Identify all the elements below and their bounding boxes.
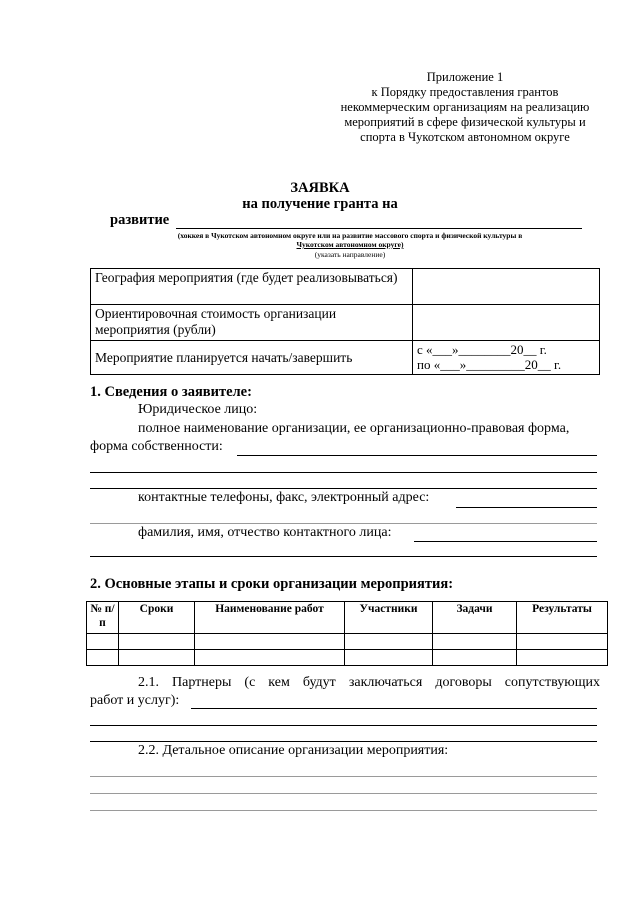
contacts-label: контактные телефоны, факс, электронный адрес: [138, 490, 430, 505]
direction-note-line2: Чукотском автономном округе) [296, 240, 404, 249]
geography-label: География мероприятия (где будет реализовываться) [91, 269, 413, 305]
table-cell[interactable] [517, 650, 608, 666]
geography-value[interactable] [413, 269, 600, 305]
table-cell[interactable] [119, 650, 195, 666]
dates-label: Мероприятие планируется начать/завершить [91, 341, 413, 375]
col-participants: Участники [345, 602, 433, 634]
description-label: 2.2. Детальное описание организации мероприятия: [138, 743, 449, 758]
contacts-input-line-2[interactable] [90, 523, 597, 524]
col-work-name: Наименование работ [195, 602, 345, 634]
description-input-line-2[interactable] [90, 793, 597, 794]
table-cell[interactable] [119, 634, 195, 650]
direction-hint: (указать направление) [314, 250, 386, 259]
appendix-line: спорта в Чукотском автономном округе [360, 130, 570, 144]
full-name-label: полное наименование организации, ее организационно-правовая форма, [138, 421, 570, 436]
cost-value[interactable] [413, 305, 600, 341]
table-header-row [87, 602, 608, 634]
appendix-line: к Порядку предоставления грантов [371, 85, 559, 99]
col-results: Результаты [517, 602, 608, 634]
development-label: развитие [110, 212, 170, 228]
table-cell[interactable] [87, 650, 119, 666]
table-row [87, 650, 608, 666]
legal-entity-label: Юридическое лицо: [138, 402, 258, 417]
col-terms: Сроки [119, 602, 195, 634]
partners-input-line-3[interactable] [90, 741, 597, 742]
table-row [91, 269, 600, 305]
table-row [91, 341, 600, 375]
col-tasks: Задачи [433, 602, 517, 634]
contact-person-input-line[interactable] [414, 541, 597, 542]
table-cell[interactable] [517, 634, 608, 650]
cost-label: Ориентировочная стоимость организации мероприятия (рубли) [91, 305, 413, 341]
direction-note [140, 231, 560, 249]
partners-label-line1: 2.1. Партнеры (с кем будут заключаться договоры сопутствующих [138, 675, 600, 690]
contact-person-label: фамилия, имя, отчество контактного лица: [138, 525, 392, 540]
table-cell[interactable] [345, 650, 433, 666]
appendix-line: мероприятий в сфере физической культуры и [344, 115, 586, 129]
appendix-line: Приложение 1 [426, 70, 504, 84]
col-number: № п/п [87, 602, 119, 634]
direction-input-line[interactable] [176, 228, 582, 229]
table-cell[interactable] [433, 650, 517, 666]
contacts-input-line[interactable] [456, 507, 597, 508]
start-date[interactable]: с «___»________20__ г. [417, 342, 547, 357]
contact-person-input-line-2[interactable] [90, 556, 597, 557]
direction-note-line1: (хоккея в Чукотском автономном округе или на развитие массового спорта и физической культуры в [177, 231, 523, 240]
info-table [90, 268, 600, 375]
end-date[interactable]: по «___»_________20__ г. [417, 357, 562, 372]
description-input-line-3[interactable] [90, 810, 597, 811]
table-cell[interactable] [87, 634, 119, 650]
appendix-line: некоммерческим организациям на реализацию [340, 100, 590, 114]
document-title: ЗАЯВКА [290, 180, 350, 196]
stages-table [86, 601, 608, 666]
dates-value[interactable] [413, 341, 600, 375]
table-row [87, 634, 608, 650]
table-cell[interactable] [195, 634, 345, 650]
ownership-input-line-2[interactable] [90, 472, 597, 473]
partners-label-line2: работ и услуг): [90, 693, 180, 708]
ownership-input-line[interactable] [237, 455, 597, 456]
ownership-input-line-3[interactable] [90, 488, 597, 489]
section1-heading: 1. Сведения о заявителе: [90, 384, 252, 400]
ownership-label: форма собственности: [90, 439, 223, 454]
partners-input-line[interactable] [191, 708, 597, 709]
table-cell[interactable] [195, 650, 345, 666]
appendix-block [330, 70, 600, 145]
table-cell[interactable] [433, 634, 517, 650]
description-input-line[interactable] [90, 776, 597, 777]
table-row [91, 305, 600, 341]
document-subtitle: на получение гранта на [242, 196, 398, 212]
partners-input-line-2[interactable] [90, 725, 597, 726]
table-cell[interactable] [345, 634, 433, 650]
section2-heading: 2. Основные этапы и сроки организации мероприятия: [90, 576, 454, 592]
